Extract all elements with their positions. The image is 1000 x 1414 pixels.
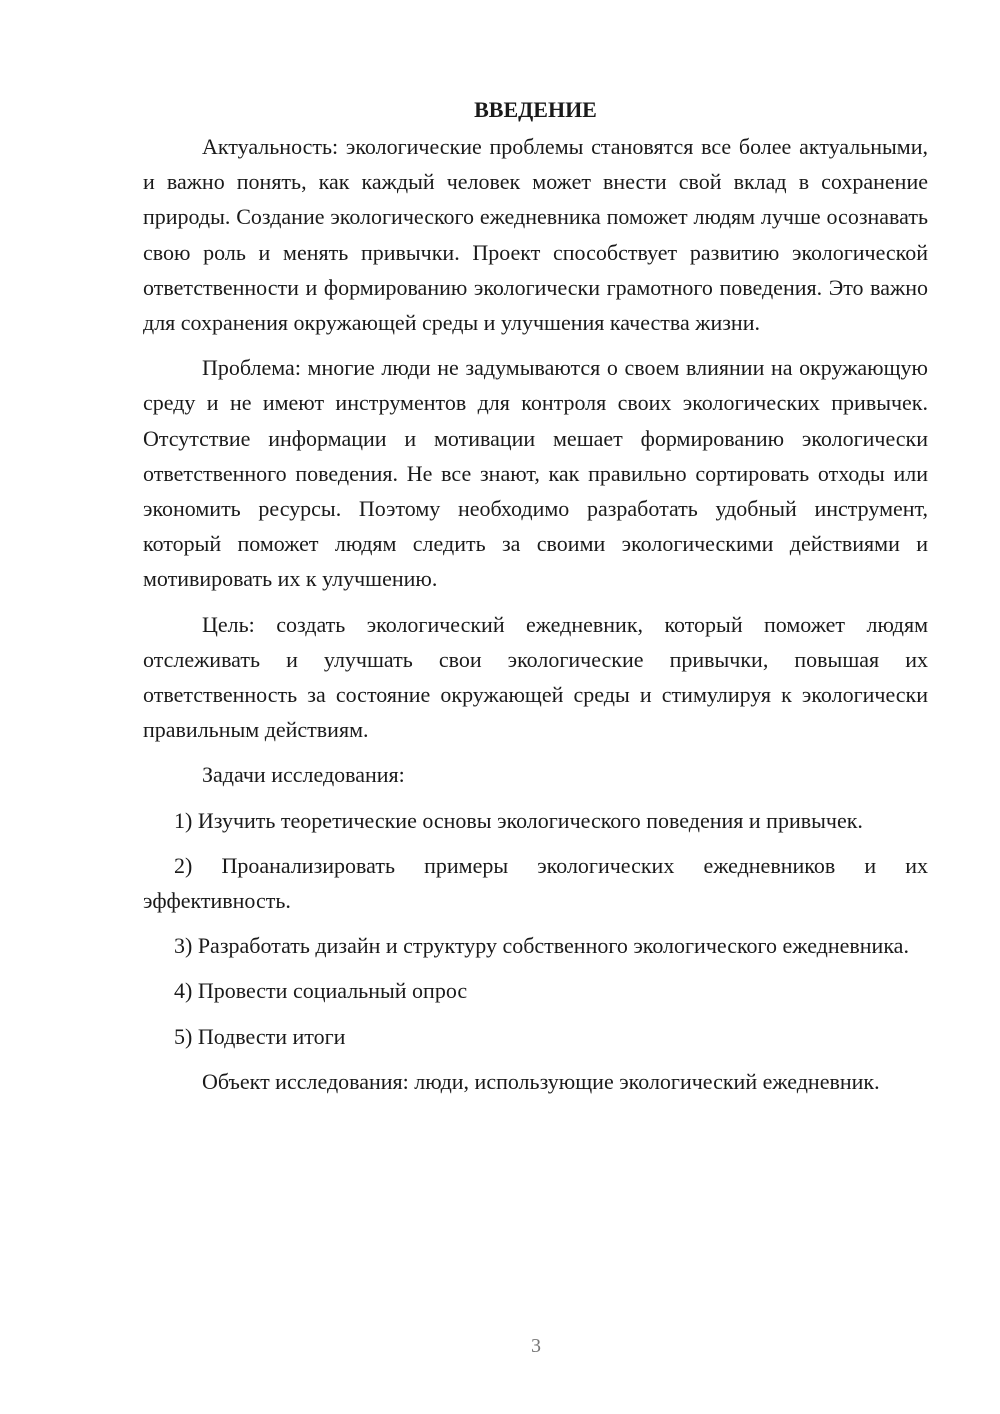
goal-paragraph: Цель: создать экологический ежедневник, который поможет людям отслеживать и улучшать свои экологические привычки, повышая их ответственность за состояние окружающей среды и стимулируя к экологически правильным действиям. bbox=[143, 611, 928, 743]
task-item-2: 2) Проанализировать примеры экологических ежедневников и их эффективность. bbox=[143, 852, 928, 914]
task-item-3: 3) Разработать дизайн и структуру собственного экологического ежедневника. bbox=[174, 933, 909, 959]
task-item-4: 4) Провести социальный опрос bbox=[174, 978, 468, 1004]
page-number: 3 bbox=[531, 1335, 541, 1357]
tasks-heading: Задачи исследования: bbox=[202, 762, 405, 788]
problem-paragraph: Проблема: многие люди не задумываются о своем влиянии на окружающую среду и не имеют инструментов для контроля своих экологических привычек. Отсутствие информации и мотивации мешает формированию экологически ответственного поведения. Не все знают, как правильно сортировать отходы или экономить ресурсы. Поэтому необходимо разработать удобный инструмент, который поможет людям следить за своими экологическими действиями и мотивировать их к улучшению. bbox=[143, 355, 928, 592]
task-item-5: 5) Подвести итоги bbox=[174, 1023, 346, 1049]
document-page bbox=[143, 96, 928, 1109]
object-paragraph: Объект исследования: люди, использующие экологический ежедневник. bbox=[202, 1068, 880, 1094]
task-item-1: 1) Изучить теоретические основы экологического поведения и привычек. bbox=[174, 807, 863, 833]
page-title: ВВЕДЕНИЕ bbox=[474, 97, 597, 122]
relevance-paragraph: Актуальность: экологические проблемы становятся все более актуальными, и важно понять, как каждый человек может внести свой вклад в сохранение природы. Создание экологического ежедневника поможет людям лучше осознавать свою роль и менять привычки. Проект способствует развитию экологической ответственности и формированию экологически грамотного поведения. Это важно для сохранения окружающей среды и улучшения качества жизни. bbox=[143, 134, 928, 336]
